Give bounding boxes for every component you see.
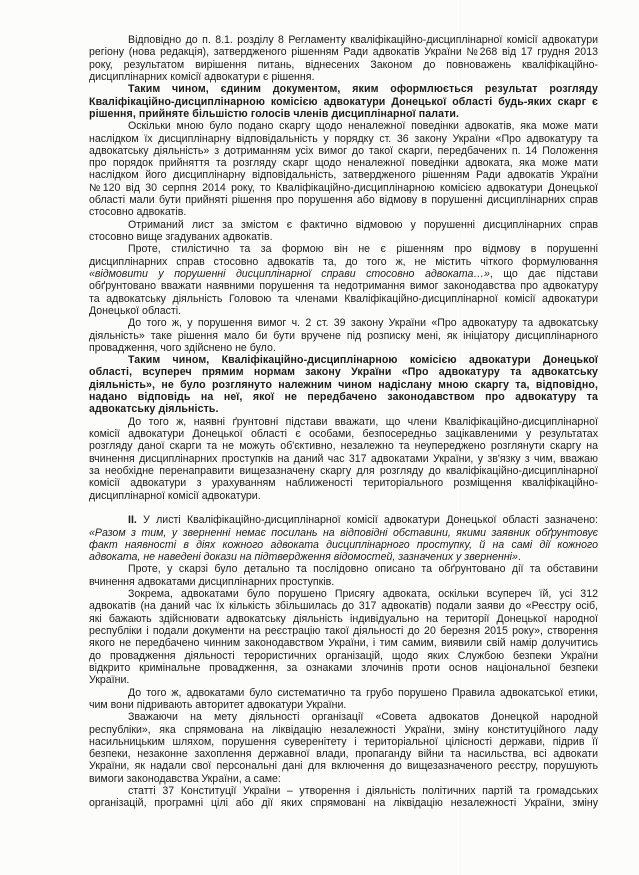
text-run: . bbox=[517, 551, 521, 564]
paragraph-p14 bbox=[89, 785, 598, 810]
text-line bbox=[89, 243, 598, 255]
text-line: регіону (нова редакція), затвердженого рішенням Ради адвокатів України №268 від 17 грудня 2013 bbox=[89, 46, 598, 59]
text-line: статті 37 Конституції України – утворення і діяльність політичних партій та громадських bbox=[128, 785, 598, 798]
paragraph-p3 bbox=[89, 120, 598, 219]
bold-run: II. bbox=[128, 514, 137, 527]
text-line: відкрито кримінальне провадження, за ознаками злочинів проти основ національної безпеки bbox=[89, 661, 598, 674]
text-line: вчинення адвокатами дисциплінарних проступків. bbox=[89, 575, 335, 588]
text-line bbox=[89, 539, 598, 551]
text-run: У листі Кваліфікаційно-дисциплінарної комісії адвокатури Донецької області зазначено: bbox=[136, 514, 598, 527]
paragraph-p13 bbox=[89, 711, 598, 785]
paragraph-p4 bbox=[89, 219, 598, 244]
text-line: про порядок прийняття та розгляду скарг щодо неналежної поведінки адвоката, яка може мати bbox=[89, 157, 598, 170]
italic-quote: факт наявності в діях кожного адвоката дисциплінарного проступку, й на самі дії кожного bbox=[89, 538, 598, 551]
text-line: організацій, програмні цілі або дії яких спрямовані на ліквідацію незалежності України, зміну bbox=[89, 797, 598, 810]
text-line: діяльність», не було розглянуто належним чином надіслану мною скаргу та, відповідно, bbox=[89, 378, 598, 391]
text-line: насильницьким шляхом, порушення суверенітету і територіальної цілісності держави, підрив її bbox=[89, 735, 598, 748]
text-line: чим вони підривають авторитет адвокатури України. bbox=[89, 698, 347, 711]
text-run: та адвокатську діяльність Головою та членами Кваліфікаційно-дисциплінарної комісії адвокатури bbox=[89, 292, 598, 305]
text-line: Оскільки мною було подано скаргу щодо неналежної поведінки адвокатів, яка може мати bbox=[128, 120, 598, 133]
text-line: республіки і подали документи на реєстрацію такої діяльності до 20 березня 2015 року», створення bbox=[89, 625, 598, 637]
text-line: комісії адвокатури Донецької області є особами, безпосередньо зацікавленими у результатах bbox=[89, 428, 598, 440]
text-line bbox=[89, 293, 598, 305]
italic-quote: адвоката, не наведені докази на підтвердження відомостей, зазначених у зверненні» bbox=[89, 551, 518, 564]
paragraph-p6 bbox=[89, 317, 598, 354]
paragraph-p2 bbox=[89, 83, 598, 120]
text-line bbox=[89, 256, 598, 268]
text-line bbox=[89, 268, 598, 280]
text-line: №120 від 30 серпня 2014 року, то Кваліфікаційно-дисциплінарною комісією адвокатури Донецької bbox=[89, 181, 598, 194]
italic-quote: «Разом з тим, у зверненні немає посилань на відповідні обставини, якими заявник обґрунтовує bbox=[89, 526, 598, 539]
paragraph-p11 bbox=[89, 588, 598, 687]
text-line: до провадження діяльності терористичних організацій, щодо яких Службою безпеки України bbox=[89, 649, 598, 662]
text-line: наслідком його дисциплінарну відповідальність, затвердженого рішенням Ради адвокатів України bbox=[89, 169, 598, 182]
text-line: стосовно адвокатів. bbox=[89, 206, 187, 219]
paragraph-p12 bbox=[89, 687, 598, 712]
text-line: області мали бути прийняті рішення про порушення або відмову в порушенні дисциплінарних справ bbox=[89, 194, 598, 207]
text-line: України. bbox=[89, 674, 130, 687]
text-line: діяльність» таке рішення мало би бути вручене під розписку мені, як ініціатору дисциплінарного bbox=[89, 329, 598, 342]
text-run: , що дає підстави bbox=[489, 267, 598, 280]
text-line: року, результатом вирішення питань, віднесених Законом до повноважень кваліфікаційно- bbox=[89, 58, 598, 71]
text-line: наслідком їх дисциплінарну відповідальність у порядку ст. 36 закону України «Про адвокатуру та bbox=[89, 132, 598, 145]
paragraph-p8 bbox=[89, 416, 598, 502]
text-line: комісії адвокатури з урахуванням наближеності територіального розміщення кваліфікаційно- bbox=[89, 477, 598, 490]
italic-quote: «відмовити у порушенні дисциплінарної справи стосовно адвоката…» bbox=[89, 267, 490, 280]
paragraph-p9 bbox=[89, 514, 598, 563]
text-line: вимоги законодавства України, а саме: bbox=[89, 772, 281, 785]
text-line: Проте, у скарзі було детально та послідовно описано та обґрунтовано дії та обставини bbox=[128, 563, 598, 576]
text-line: Кваліфікаційно-дисциплінарною комісією адвокатури Донецької області будь-яких скарг є bbox=[89, 95, 598, 108]
text-line: Зокрема, адвокатами було порушено Присягу адвоката, оскільки всупереч їй, усі 312 bbox=[128, 588, 598, 601]
text-line: Таким чином, Кваліфікаційно-дисциплінарною комісією адвокатури Донецької bbox=[128, 354, 598, 367]
text-line: Зважаючи на мету діяльності організації «Совета адвокатов Донецкой народной bbox=[128, 711, 598, 724]
text-line: республіки», яка спрямована на ліквідацію незалежності України, зміну конституційного ладу bbox=[89, 723, 598, 736]
text-line: розгляду даної скарги та не можуть об'єктивно, незалежно та неупереджено розглянути скаргу на bbox=[89, 440, 598, 453]
text-line: адвокатів (на даний час їх кількість збільшилась до 317 адвокатів) подали заяви до «Реєстру осіб, bbox=[89, 600, 598, 613]
text-run: обґрунтовано вважати наявними порушення та недотримання вимог законодавства про адвокатуру bbox=[89, 280, 598, 293]
text-run: Донецької області. bbox=[89, 304, 182, 317]
text-line: безпеки, незаконне захоплення державної влади, пропаганду війни та насильства, всі адвокати bbox=[89, 748, 598, 761]
blank-line bbox=[89, 502, 598, 514]
text-line: Таким чином, єдиним документом, яким оформлюється результат розгляду bbox=[128, 83, 598, 96]
text-line: дисциплінарної комісії адвокатури. bbox=[89, 489, 261, 502]
text-line: вчинення дисциплінарних проступків на даний час 317 адвокатами України, у зв'язку з чим, вважаю bbox=[89, 452, 598, 465]
text-line: які бажають здійснювати адвокатську діяльність індивідуально на території Донецької народної bbox=[89, 612, 598, 625]
text-line: дисциплінарних комісії адвокатури є рішення. bbox=[89, 70, 315, 83]
text-line: області, всупереч прямим нормам закону України «Про адвокатуру та адвокатську bbox=[89, 366, 598, 379]
text-line: адвокатську діяльність. bbox=[89, 403, 219, 416]
paragraph-p10 bbox=[89, 563, 598, 588]
text-run: Проте, стилістично та за формою він не є рішенням про відмову в порушенні bbox=[128, 243, 598, 256]
text-line: адвокатську діяльність» з дотриманням усіх вимог до такої скарги, передбачених п. 14 Положення bbox=[89, 144, 598, 157]
text-line: До того ж, наявні ґрунтовні підстави вважати, що члени Кваліфікаційно-дисциплінарної bbox=[128, 415, 598, 428]
text-line: якого не передбачено чинним законодавством України, і тим самим, виявили свій намір долучитись bbox=[89, 637, 598, 650]
text-line: Відповідно до п. 8.1. розділу 8 Регламенту кваліфікаційно-дисциплінарної комісії адвокатури bbox=[128, 34, 598, 46]
text-line: До того ж, у порушення вимог ч. 2 ст. 39 закону України «Про адвокатуру та адвокатську bbox=[128, 317, 598, 330]
text-line: за необхідне перенаправити вищезазначену скаргу для розгляду до кваліфікаційно-дисциплінарної bbox=[89, 464, 598, 477]
text-line bbox=[89, 305, 598, 317]
text-run: дисциплінарних справ стосовно адвокатів та, до того ж, не містить чіткого формулювання bbox=[89, 255, 598, 268]
paragraph-p7 bbox=[89, 354, 598, 416]
text-line bbox=[89, 280, 598, 292]
text-line bbox=[89, 551, 598, 563]
text-line: України, як надали свої персональні дані для включення до вищезазначеного реєстру, порушують bbox=[89, 760, 598, 773]
text-line: стосовно вище згадуваних адвокатів. bbox=[89, 231, 273, 243]
text-line: надано відповідь на неї, якої не передбачено законодавством про адвокатуру та bbox=[89, 391, 598, 404]
text-line: До того ж, адвокатами було систематично та грубо порушено Правила адвокатської етики, bbox=[128, 686, 598, 699]
paragraph-p1 bbox=[89, 34, 598, 83]
text-line bbox=[89, 514, 598, 526]
text-line: провадження, чого здійснено не було. bbox=[89, 341, 276, 354]
document-body bbox=[89, 34, 598, 810]
text-line bbox=[89, 527, 598, 539]
text-line: Отриманий лист за змістом є фактично відмовою у порушенні дисциплінарних справ bbox=[128, 218, 598, 231]
text-line: рішення, прийняте більшістю голосів членів дисциплінарної палати. bbox=[89, 107, 460, 120]
paragraph-p5 bbox=[89, 243, 598, 317]
